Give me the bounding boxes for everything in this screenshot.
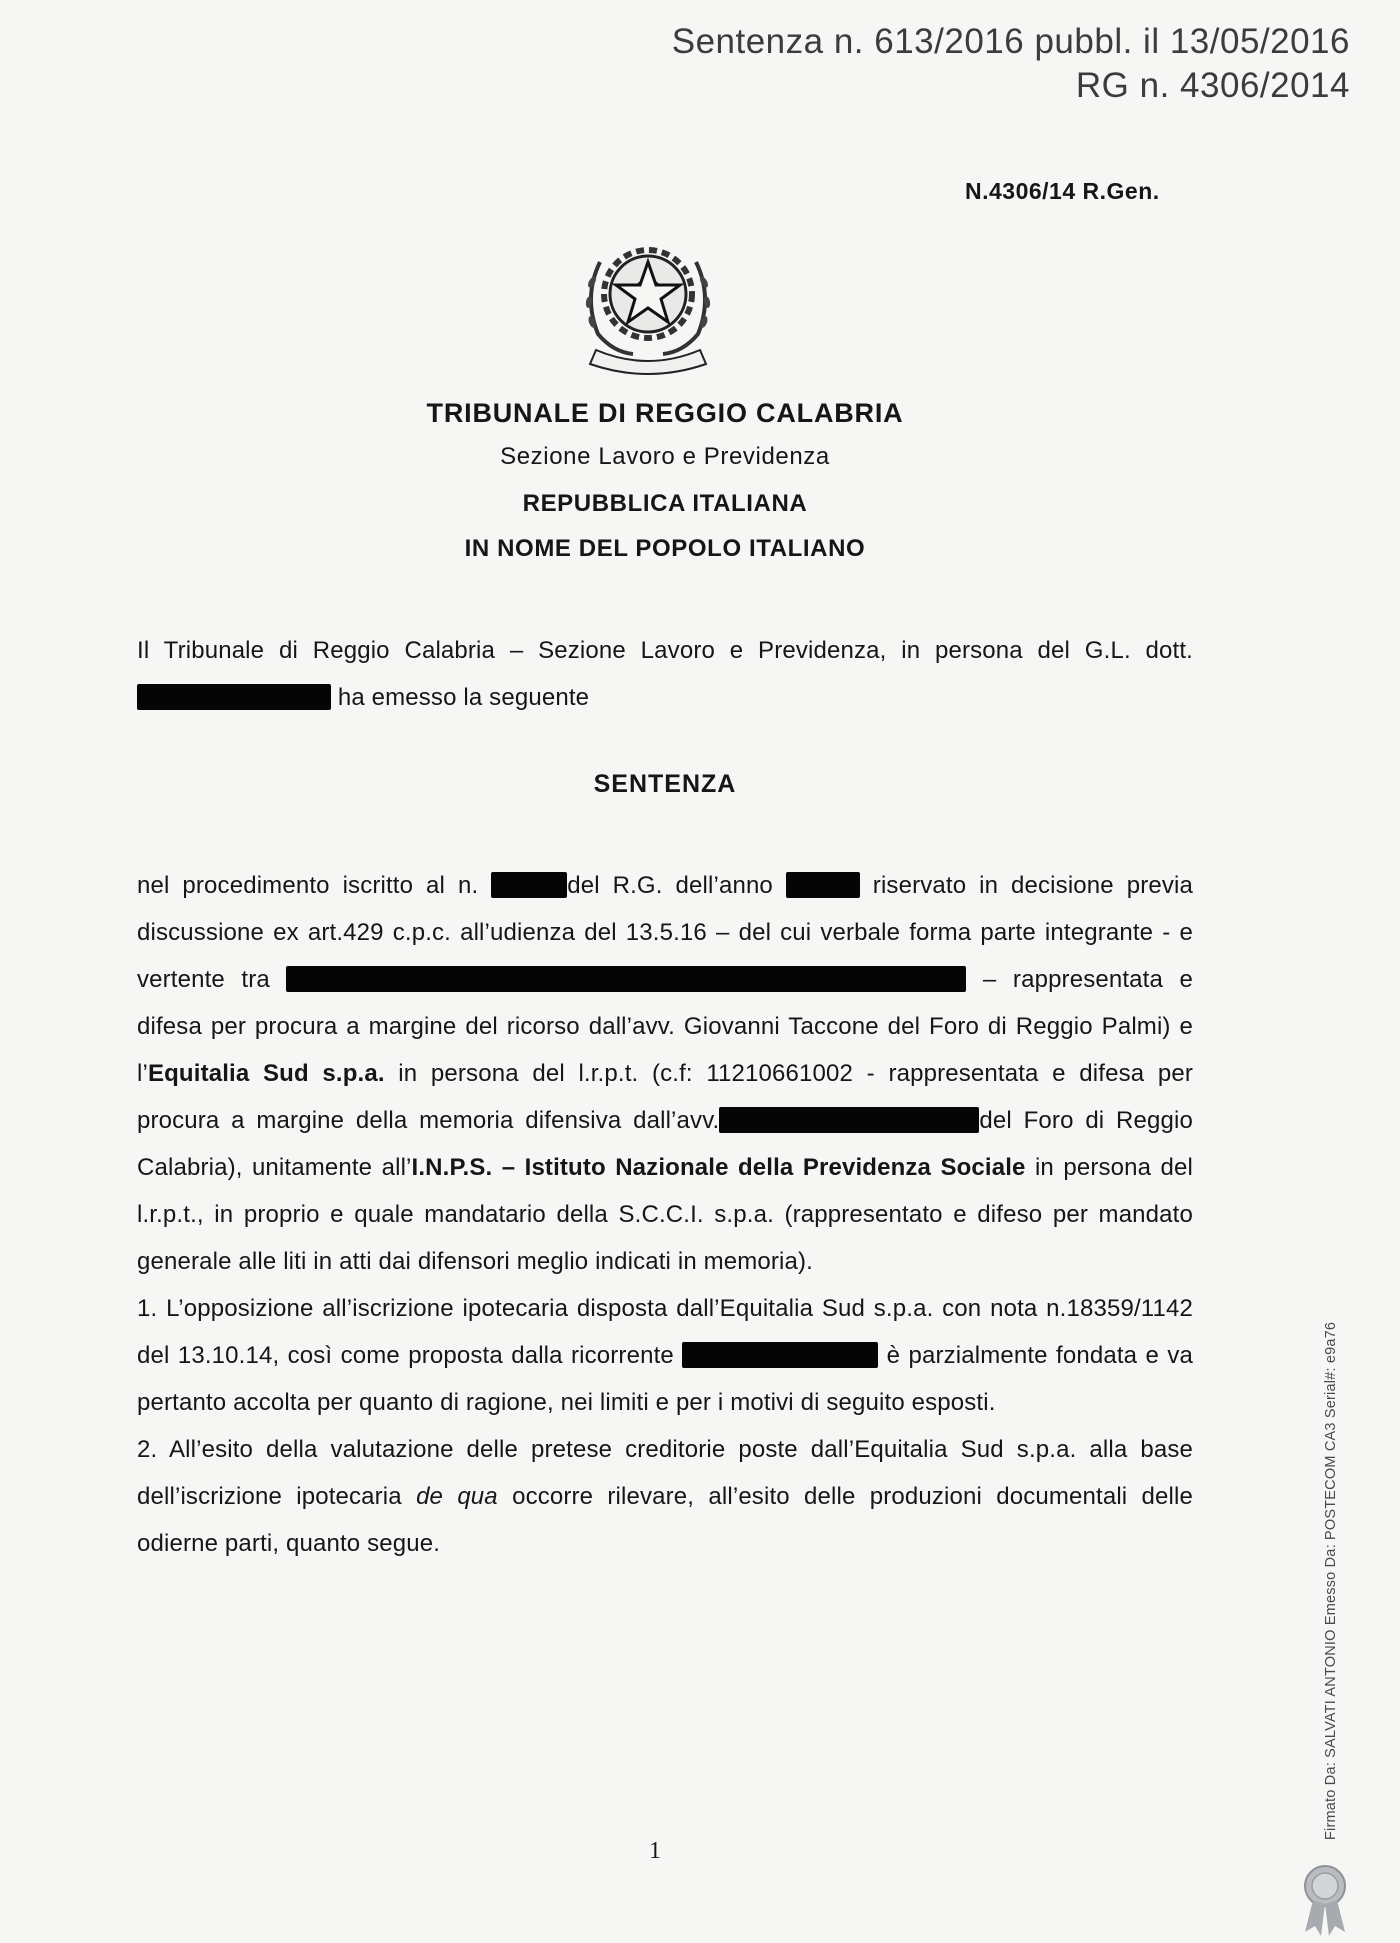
redaction-claimant bbox=[286, 966, 966, 992]
filing-stamp bbox=[672, 20, 1350, 108]
parties-text-6: del Foro di Reggio Calabria), unitamente all’ bbox=[137, 1107, 1193, 1181]
judgment-body bbox=[137, 862, 1193, 1567]
point-2-italic: de qua bbox=[416, 1483, 498, 1510]
intro-paragraph bbox=[137, 627, 1193, 721]
parties-text-4: – rappresentata e difesa per procura a margine del ricorso dall’avv. Giovanni Taccone del Foro di Reggio Palmi) e l’ bbox=[137, 966, 1193, 1087]
digital-signature-text: Firmato Da: SALVATI ANTONIO Emesso Da: POSTECOM CA3 Serial#: e9a76 bbox=[1323, 1321, 1339, 1840]
signature-seal-icon bbox=[1295, 1858, 1355, 1938]
court-heading bbox=[300, 393, 1030, 571]
people-heading: IN NOME DEL POPOLO ITALIANO bbox=[464, 535, 866, 562]
redaction-lawyer bbox=[719, 1107, 979, 1133]
parties-text-2: del R.G. dell’anno bbox=[567, 872, 786, 899]
repubblica-italiana-emblem-icon bbox=[578, 222, 718, 382]
parties-text-5: in persona del l.r.p.t. (c.f: 11210661002 - rappresentata e difesa per procura a margine della memoria difensiva dall’avv. bbox=[137, 1060, 1193, 1134]
point-2-text-1: 2. All’esito della valutazione delle pretese creditorie poste dall’Equitalia Sud s.p.a. alla base dell’iscrizione ipotecaria bbox=[137, 1436, 1193, 1510]
redaction-year bbox=[786, 872, 860, 898]
point-1-text-1: 1. L’opposizione all’iscrizione ipotecaria disposta dall’Equitalia Sud s.p.a. con nota n.18359/1142 del 13.10.14, così come proposta dalla ricorrente bbox=[137, 1295, 1193, 1369]
redaction-case-number bbox=[491, 872, 567, 898]
point-1-paragraph bbox=[137, 1285, 1193, 1426]
filing-stamp-line1: Sentenza n. 613/2016 pubbl. il 13/05/2016 bbox=[671, 22, 1350, 61]
registry-number: N.4306/14 R.Gen. bbox=[965, 178, 1160, 204]
parties-text-1: nel procedimento iscritto al n. bbox=[137, 872, 492, 899]
intro-text-2: ha emesso la seguente bbox=[331, 684, 590, 711]
page-number: 1 bbox=[649, 1838, 661, 1864]
sentenza-title: SENTENZA bbox=[593, 770, 737, 798]
intro-text-1: Il Tribunale di Reggio Calabria – Sezione Lavoro e Previdenza, in persona del G.L. dott. bbox=[137, 637, 1193, 664]
parties-text-3: riservato in decisione previa discussione ex art.429 c.p.c. all’udienza del 13.5.16 – del cui verbale forma parte integrante - e vertente tra bbox=[137, 872, 1193, 993]
redaction-judge-name bbox=[137, 684, 331, 710]
redaction-claimant-name bbox=[682, 1342, 878, 1368]
parties-paragraph bbox=[137, 862, 1193, 1285]
point-1-text-2: è parzialmente fondata e va pertanto accolta per quanto di ragione, nei limiti e per i motivi di seguito esposti. bbox=[137, 1342, 1194, 1416]
equitalia-name: Equitalia Sud s.p.a. bbox=[147, 1060, 385, 1087]
republic-heading: REPUBBLICA ITALIANA bbox=[522, 490, 808, 517]
court-name: TRIBUNALE DI REGGIO CALABRIA bbox=[426, 398, 904, 428]
point-2-text-2: occorre rilevare, all’esito delle produzioni documentali delle odierne parti, quanto segue. bbox=[137, 1483, 1194, 1557]
inps-name: I.N.P.S. – Istituto Nazionale della Previdenza Sociale bbox=[411, 1154, 1026, 1181]
court-section: Sezione Lavoro e Previdenza bbox=[500, 443, 830, 470]
point-2-paragraph bbox=[137, 1426, 1193, 1567]
filing-stamp-line2: RG n. 4306/2014 bbox=[1075, 66, 1350, 105]
parties-text-7: in persona del l.r.p.t., in proprio e quale mandatario della S.C.C.I. s.p.a. (rappresentato e difeso per mandato generale alle liti in atti dai difensori meglio indicati in memoria). bbox=[137, 1154, 1193, 1275]
